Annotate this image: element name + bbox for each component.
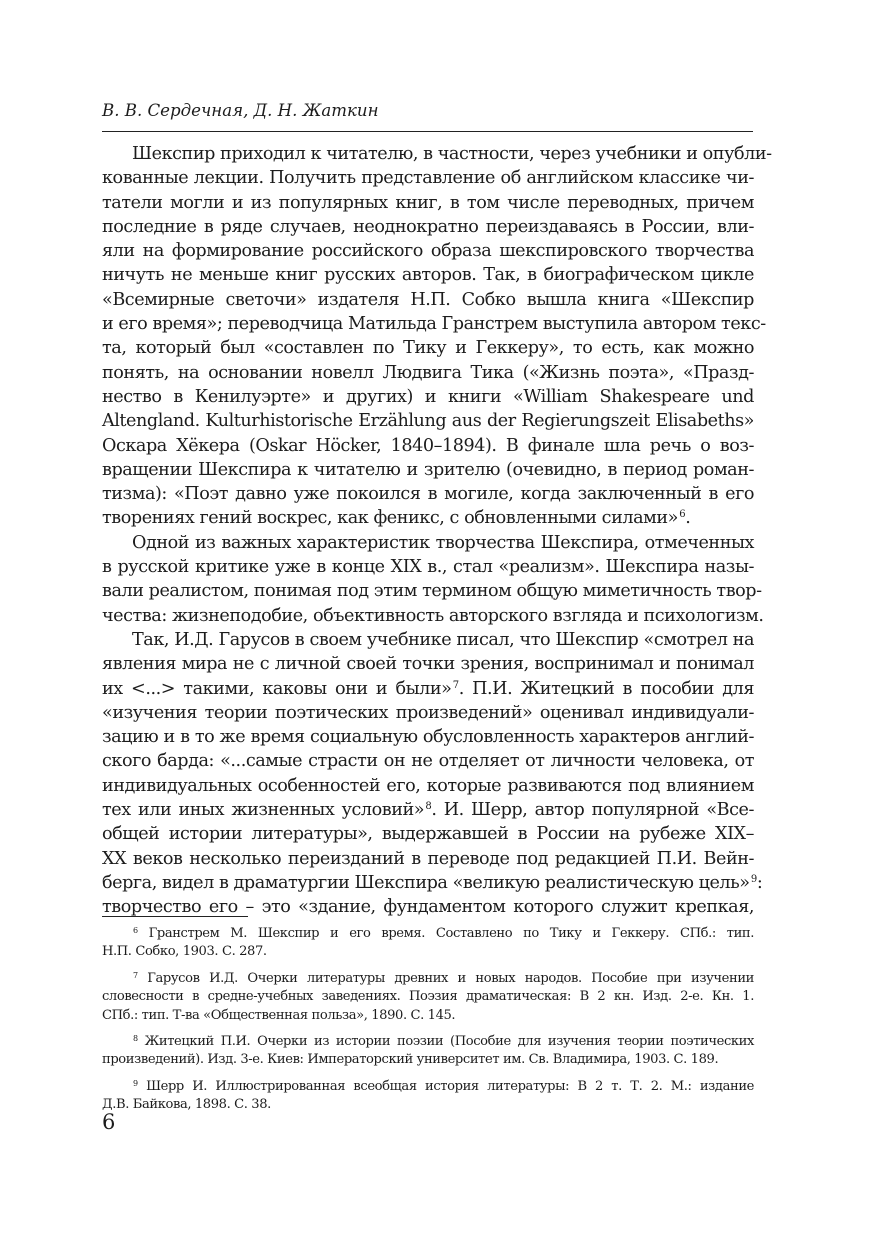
text-line: последние в ряде случаев, неоднократно переиздаваясь в России, вли-: [102, 216, 754, 237]
footnote: [102, 1033, 754, 1070]
text-line: вращении Шекспира к читателю и зрителю (очевидно, в период роман-: [102, 459, 754, 480]
footnote-number: 9: [133, 1078, 138, 1088]
text-line: индивидуальных особенностей его, которые развиваются под влиянием: [102, 775, 754, 796]
text-line: Оскара Хёкера (Oskar Höcker, 1840–1894). В финале шла речь о воз-: [102, 435, 754, 456]
footnote-line: [102, 1078, 754, 1096]
text-segment: Шерр И. Иллюстрированная всеобщая история литературы: В 2 т. Т. 2. М.: издание: [146, 1078, 754, 1094]
text-segment: . И. Шерр, автор популярной «Все-: [431, 800, 754, 821]
text-segment: тех или иных жизненных условий»: [102, 800, 425, 821]
text-line: вали реалистом, понимая под этим термином общую миметичность твор-: [102, 581, 762, 602]
footnote-ref-8[interactable]: 8: [425, 801, 432, 813]
text-segment: берга, видел в драматургии Шекспира «великую реалистическую цель»: [102, 872, 750, 893]
text-line: нество в Кенилуэрте» и других) и книги «William Shakespeare und: [102, 386, 754, 407]
body-text: [102, 142, 772, 920]
text-line: [102, 677, 754, 701]
text-line: общей истории литературы», выдержавшей в России на рубеже XIX–: [102, 824, 754, 845]
text-segment: творениях гений воскрес, как феникс, с обновленными силами»: [102, 508, 678, 529]
footnote-ref-7[interactable]: 7: [452, 679, 459, 691]
text-line: творениях гений воскрес, как феникс, с обновленными силами» $^6$.: [102, 508, 691, 529]
footnote-line: произведений). Изд. 3-е. Киев: Императорский университет им. Св. Владимира, 1903. С. 189.: [102, 1052, 719, 1068]
text-line: ского барда: «...самые страсти он не отделяет от личности человека, от: [102, 751, 754, 772]
footnote-line: Д.В. Байкова, 1898. С. 38.: [102, 1097, 271, 1113]
footnote-line: [102, 925, 754, 943]
text-line: та, который был «составлен по Тику и Геккеру», то есть, как можно: [102, 338, 754, 359]
footnote-number: 8: [133, 1033, 138, 1043]
footnote-ref-6[interactable]: 6: [679, 509, 686, 521]
footnote-line: [102, 970, 754, 988]
footnote-line: словесности в средне-учебных заведениях. Поэзия драматическая: В 2 кн. Изд. 2-е. Кн. 1.: [102, 989, 754, 1005]
text-segment: их <...> такими, каковы они и были»: [102, 678, 452, 699]
header-rule: [102, 131, 753, 132]
footnote-number: 7: [133, 970, 138, 980]
text-segment: Гарусов И.Д. Очерки литературы древних и новых народов. Пособие при изучении: [147, 970, 754, 986]
text-line: понять, на основании новелл Людвига Тика («Жизнь поэта», «Празд-: [102, 362, 754, 383]
text-line: творчество его – это «здание, фундаментом которого служит крепкая,: [102, 897, 754, 918]
footnote: [102, 1078, 754, 1115]
text-line: и его время»; переводчица Матильда Гранстрем выступила автором текс-: [102, 314, 766, 335]
text-line: XX веков несколько переизданий в переводе под редакцией П.И. Вейн-: [102, 848, 754, 869]
text-line: Так, И.Д. Гарусов в своем учебнике писал, что Шекспир «смотрел на: [132, 629, 754, 650]
text-line: татели могли и из популярных книг, в том числе переводных, причем: [102, 192, 754, 213]
text-line: яли на формирование российского образа шекспировского творчества: [102, 241, 754, 262]
text-segment: :: [756, 872, 763, 893]
footnote-line: [102, 1033, 754, 1051]
footnote-ref-9[interactable]: 9: [750, 873, 757, 885]
text-line: чества: жизнеподобие, объективность авторского взгляда и психологизм.: [102, 605, 764, 626]
text-line: [102, 798, 754, 822]
footnote-line: Н.П. Собко, 1903. С. 287.: [102, 944, 267, 960]
text-line: Altengland. Kulturhistorische Erzählung aus der Regierungszeit Elisabeths»: [102, 411, 754, 432]
footnote-line: СПб.: тип. Т-ва «Общественная польза», 1890. С. 145.: [102, 1007, 456, 1023]
footnote-number: 6: [133, 926, 138, 935]
page-number: 6: [102, 1110, 116, 1134]
text-line: тизма): «Поэт давно уже покоился в могиле, когда заключенный в его: [102, 484, 754, 505]
running-header: В. В. Сердечная, Д. Н. Жаткин: [102, 101, 379, 120]
text-line: зацию и в то же время социальную обусловленность характеров англий-: [102, 727, 754, 748]
text-line: «Всемирные светочи» издателя Н.П. Собко вышла книга «Шекспир: [102, 289, 754, 310]
text-line: в русской критике уже в конце XIX в., стал «реализм». Шекспира назы-: [102, 557, 754, 578]
footnote-rule: [102, 916, 248, 917]
text-line: ничуть не меньше книг русских авторов. Так, в биографическом цикле: [102, 265, 754, 286]
footnote: [102, 970, 754, 1025]
text-segment: . П.И. Житецкий в пособии для: [458, 678, 754, 699]
text-line: [102, 871, 763, 895]
text-line: Шекспир приходил к читателю, в частности, через учебники и опубли-: [132, 144, 772, 164]
footnotes: [102, 925, 754, 1123]
text-line: явления мира не с личной своей точки зрения, воспринимал и понимал: [102, 654, 754, 675]
text-line: Одной из важных характеристик творчества Шекспира, отмеченных: [132, 532, 754, 553]
footnote: [102, 925, 754, 962]
text-segment: Житецкий П.И. Очерки из истории поэзии (Пособие для изучения теории поэтических: [144, 1033, 754, 1049]
text-segment: Гранстрем М. Шекспир и его время. Составлено по Тику и Геккеру. СПб.: тип.: [148, 926, 754, 941]
text-line: кованные лекции. Получить представление об английском классике чи-: [102, 168, 754, 189]
text-line: «изучения теории поэтических произведений» оценивал индивидуали-: [102, 702, 754, 723]
